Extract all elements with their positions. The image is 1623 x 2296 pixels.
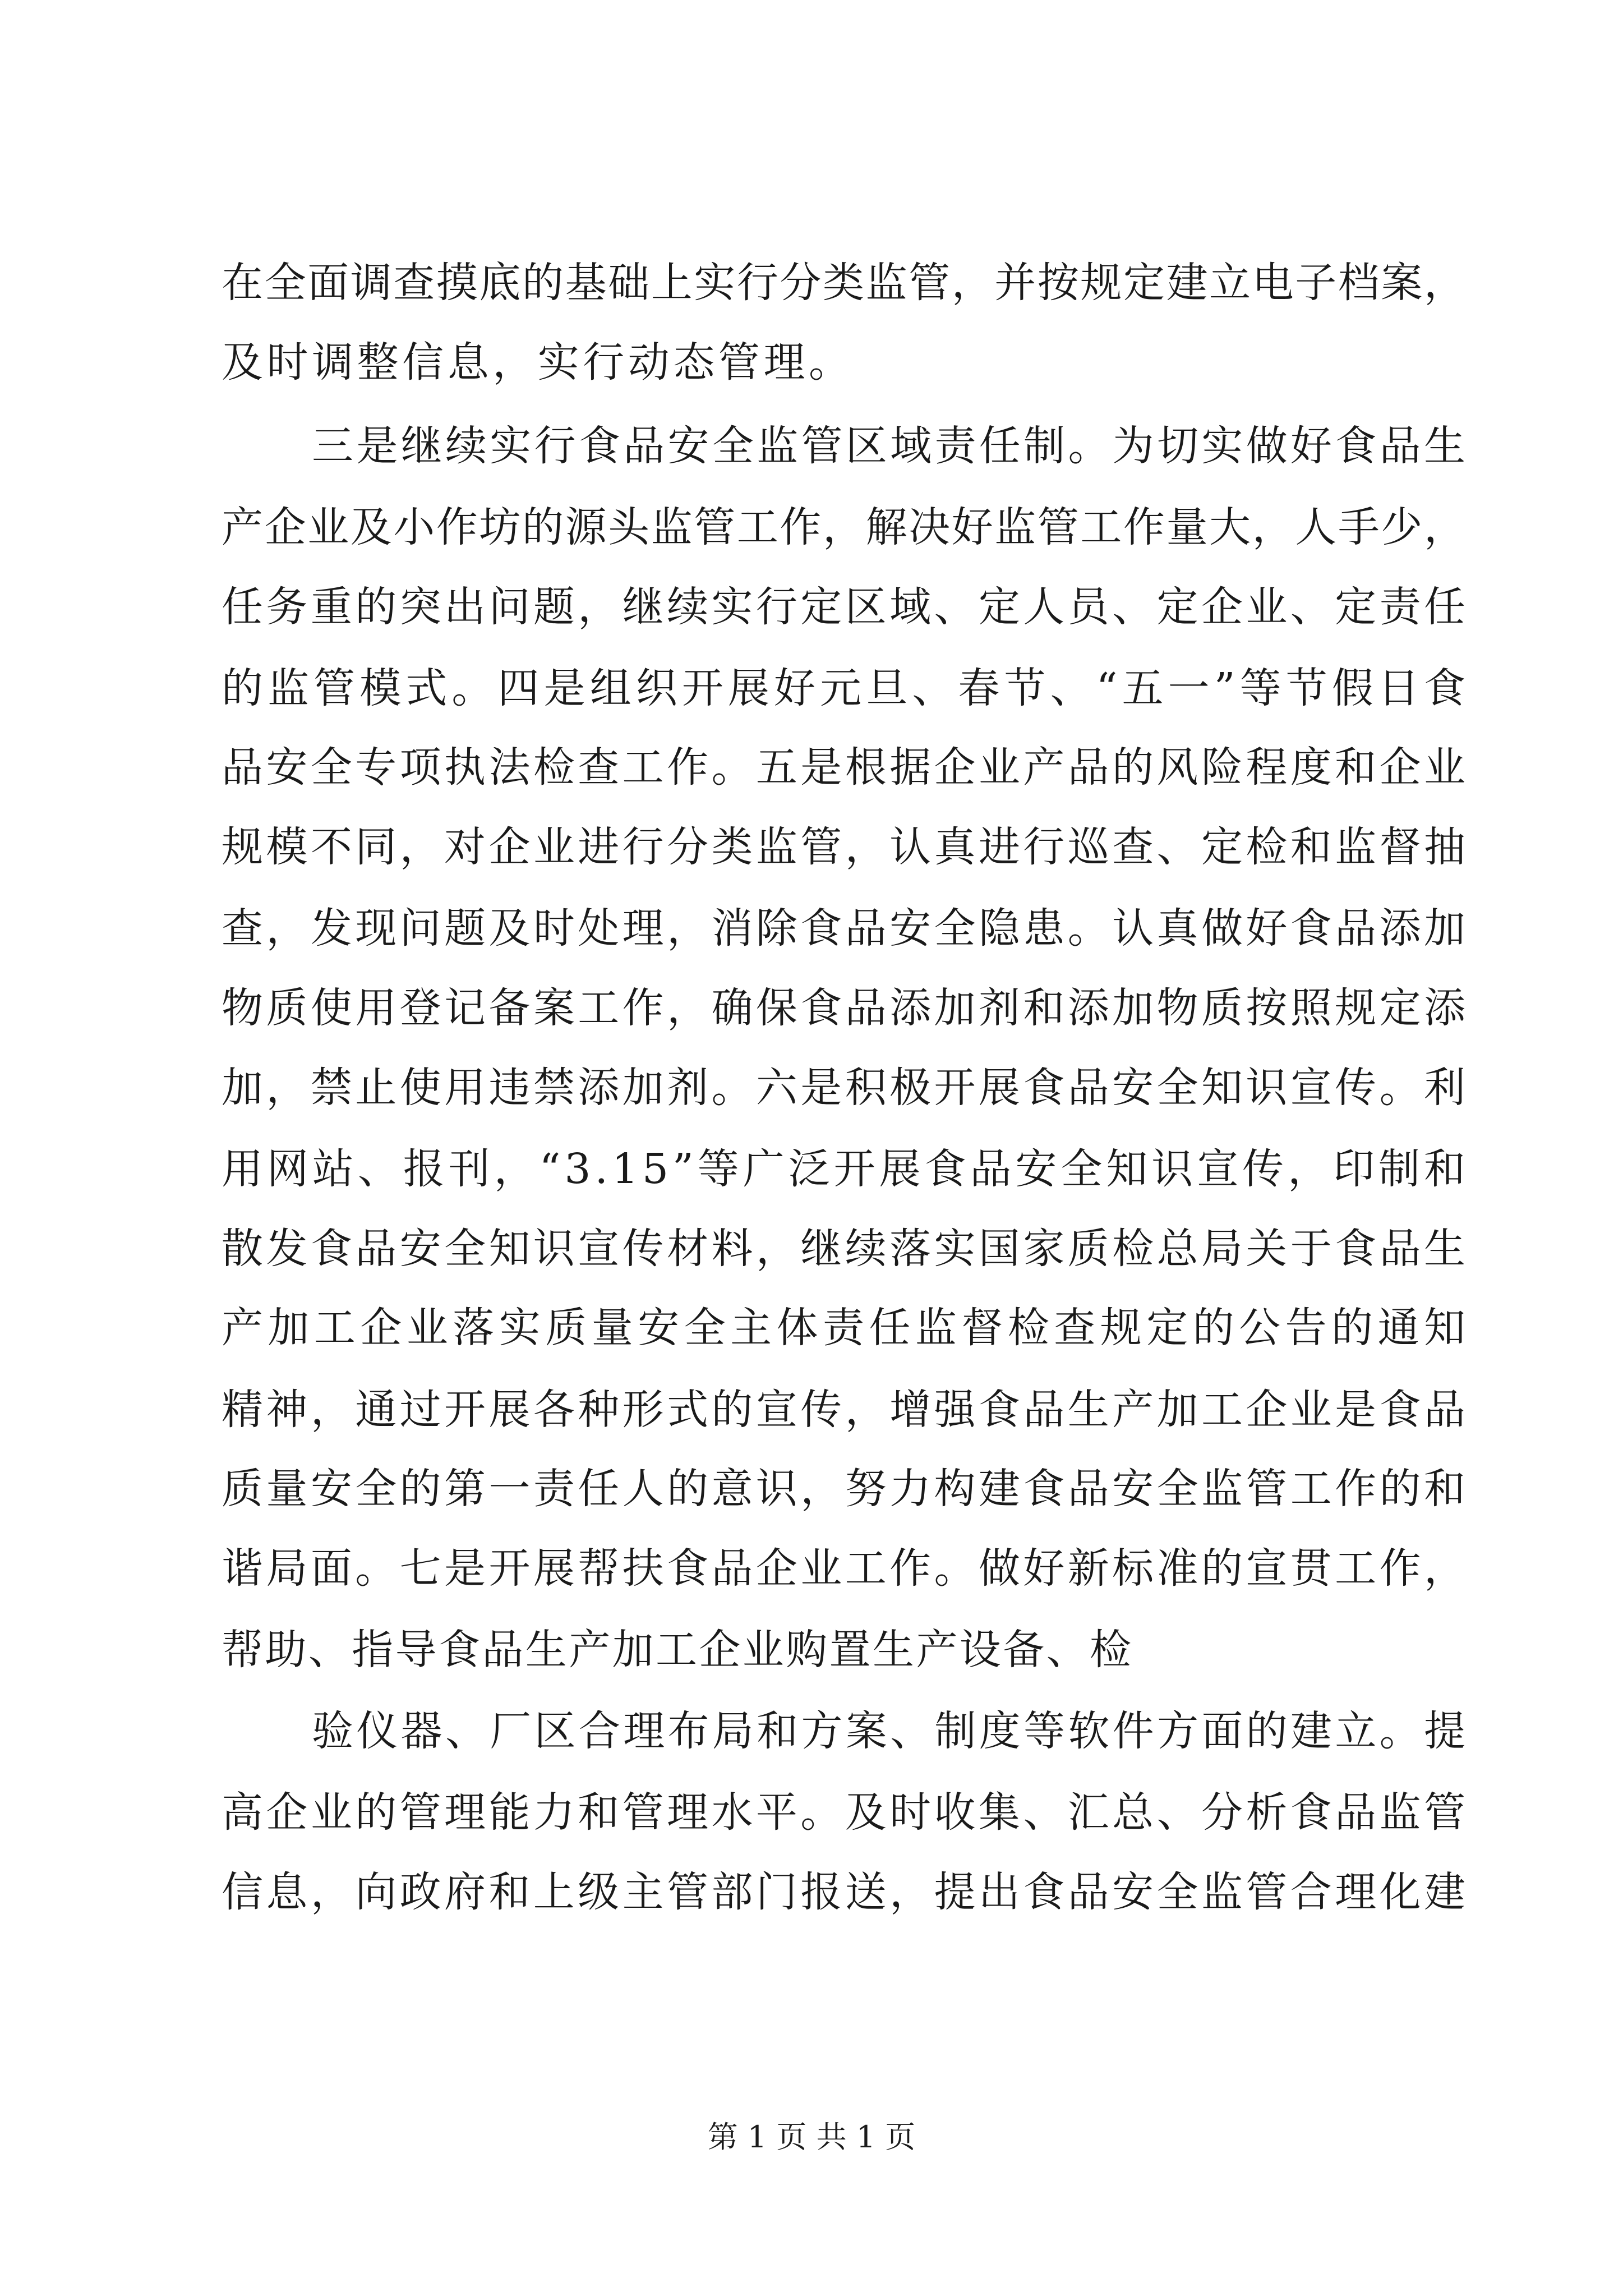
text-line	[0, 1217, 1623, 1280]
page-footer: 第 1 页 共 1 页	[707, 2119, 916, 2155]
text-line-content: 规模不同，对企业进行分类监管，认真进行巡查、定检和监督抽	[222, 823, 1469, 871]
text-line	[0, 1296, 1623, 1359]
text-line-content: 及时调整信息，实行动态管理。	[222, 338, 854, 386]
text-line	[0, 897, 1623, 960]
text-line-content: 在全面调查摸底的基础上实行分类监管，并按规定建立电子档案，	[222, 259, 1467, 307]
text-line	[0, 1138, 1623, 1200]
text-line-content: 谐局面。七是开展帮扶食品企业工作。做好新标准的宣贯工作，	[222, 1544, 1469, 1593]
text-line	[0, 1781, 1623, 1844]
text-line	[0, 496, 1623, 559]
text-line-content: 用网站、报刊，“3.15”等广泛开展食品安全知识宣传，印制和	[222, 1145, 1469, 1193]
text-line-content: 产企业及小作坊的源头监管工作，解决好监管工作量大，人手少，	[222, 503, 1467, 551]
text-line	[0, 576, 1623, 638]
text-line	[0, 977, 1623, 1039]
text-line-content: 加，禁止使用违禁添加剂。六是积极开展食品安全知识宣传。利	[222, 1064, 1469, 1112]
text-line-content: 帮助、指导食品生产加工企业购置生产设备、检	[222, 1626, 1133, 1674]
text-line-content: 高企业的管理能力和管理水平。及时收集、汇总、分析食品监管	[222, 1788, 1469, 1837]
text-line-content: 任务重的突出问题，继续实行定区域、定人员、定企业、定责任	[222, 583, 1469, 631]
text-line	[0, 1457, 1623, 1520]
text-line-content: 质量安全的第一责任人的意识，努力构建食品安全监管工作的和	[222, 1465, 1469, 1513]
text-line-content: 精神，通过开展各种形式的宣传，增强食品生产加工企业是食品	[222, 1386, 1469, 1434]
text-line-content: 产加工企业落实质量安全主体责任监督检查规定的公告的通知	[222, 1304, 1470, 1352]
text-line-content: 散发食品安全知识宣传材料，继续落实国家质检总局关于食品生	[222, 1225, 1469, 1273]
text-line-content: 品安全专项执法检查工作。五是根据企业产品的风险程度和企业	[222, 743, 1469, 792]
text-line	[0, 1537, 1623, 1600]
text-line-content: 物质使用登记备案工作，确保食品添加剂和添加物质按照规定添	[222, 984, 1469, 1032]
text-line	[0, 1056, 1623, 1119]
text-line	[0, 331, 1623, 394]
text-line	[0, 415, 1623, 477]
text-line-content: 三是继续实行食品安全监管区域责任制。为切实做好食品生	[312, 422, 1469, 470]
text-line	[0, 1861, 1623, 1924]
text-line-content: 查，发现问题及时处理，消除食品安全隐患。认真做好食品添加	[222, 904, 1469, 953]
text-line-content: 的监管模式。四是组织开展好元旦、春节、“五一”等节假日食	[222, 664, 1470, 712]
text-line-content: 信息，向政府和上级主管部门报送，提出食品安全监管合理化建	[222, 1868, 1469, 1916]
text-line	[0, 1618, 1623, 1681]
text-line	[0, 1700, 1623, 1763]
text-line	[0, 816, 1623, 878]
text-line	[0, 657, 1623, 720]
text-line	[0, 1378, 1623, 1441]
text-line	[0, 736, 1623, 799]
text-line-content: 验仪器、厂区合理布局和方案、制度等软件方面的建立。提	[312, 1707, 1469, 1755]
text-line	[0, 251, 1623, 314]
